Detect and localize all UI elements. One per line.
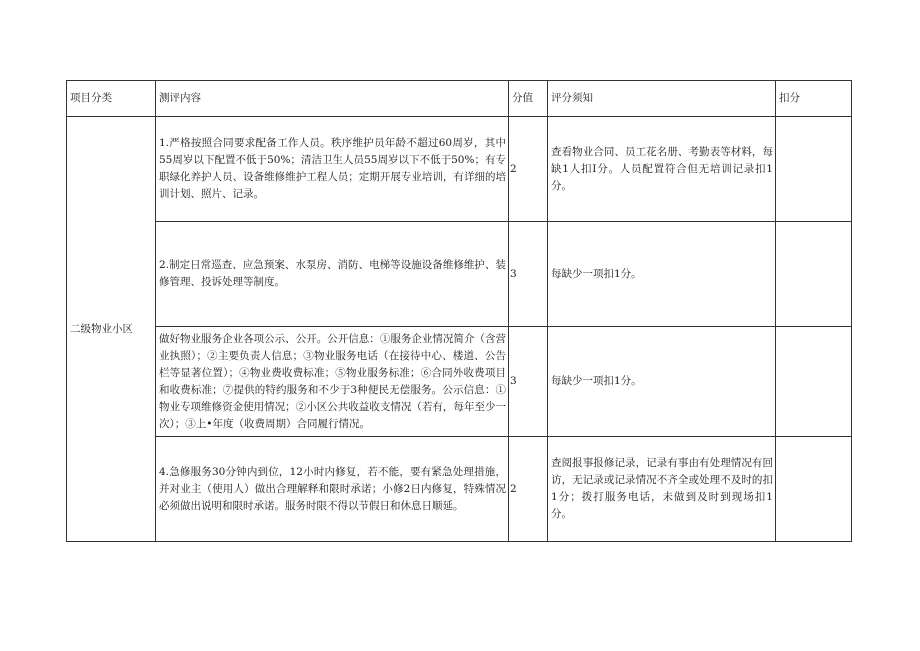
table-row	[67, 327, 852, 437]
deduction-cell[interactable]	[776, 327, 852, 437]
content-cell: 2.制定日常巡查、应急预案、水泵房、消防、电梯等设施设备维修维护、装修管理、投诉处理等制度。	[156, 222, 509, 327]
score-cell: 3	[509, 327, 548, 437]
criteria-cell: 查看物业合同、员工花名册、考勤表等材料，每缺1人扣I分。人员配置符合但无培训记录扣1分。	[548, 117, 776, 222]
content-cell: 做好物业服务企业各项公示、公开。公开信息：①服务企业情况简介（含营业执照）；②主要负责人信息；③物业服务电话（在接待中心、楼道、公告栏等显著位置）；④物业费收费标准；⑤物业服务标准；⑥合同外收费项目和收费标准；⑦提供的特约服务和不少于3种便民无偿服务。公示信息：①物业专项维修资金使用情况；②小区公共收益收支情况（若有，每年至少一次）；③上•年度（收费周期）合同履行情况。	[156, 327, 509, 437]
deduction-cell[interactable]	[776, 437, 852, 542]
score-cell: 3	[509, 222, 548, 327]
score-cell: 2	[509, 117, 548, 222]
content-cell: 4.急修服务30分钟内到位，12小时内修复，若不能，要有紧急处理措施，并对业主（使用人）做出合理解释和限时承诺；小修2日内修复，特殊情况必须做出说明和限时承诺。服务时限不得以节假日和休息日顺延。	[156, 437, 509, 542]
table-row	[67, 222, 852, 327]
deduction-cell[interactable]	[776, 117, 852, 222]
category-cell: 二级物业小区	[67, 117, 156, 542]
content-cell: 1.严格按照合同要求配备工作人员。秩序维护员年龄不超过60周岁，其中55周岁以下配置不低于50%；清洁卫生人员55周岁以下不低于50%；有专职绿化养护人员、设备维修维护工程人员；定期开展专业培训，有详细的培训计划、照片、记录。	[156, 117, 509, 222]
header-score: 分值	[509, 81, 548, 117]
header-content: 测评内容	[156, 81, 509, 117]
header-category: 项目分类	[67, 81, 156, 117]
table-row	[67, 117, 852, 222]
table-header-row	[67, 81, 852, 117]
criteria-cell: 每缺少一项扣1分。	[548, 222, 776, 327]
header-criteria: 评分须知	[548, 81, 776, 117]
evaluation-table	[66, 80, 852, 542]
criteria-cell: 查阅报事报修记录，记录有事由有处理情况有回访，无记录或记录情况不齐全或处理不及时的扣1分；拨打服务电话，未做到及时到现场扣1分。	[548, 437, 776, 542]
header-deduction: 扣分	[776, 81, 852, 117]
criteria-cell: 每缺少一项扣1分。	[548, 327, 776, 437]
table-row	[67, 437, 852, 542]
deduction-cell[interactable]	[776, 222, 852, 327]
score-cell: 2	[509, 437, 548, 542]
